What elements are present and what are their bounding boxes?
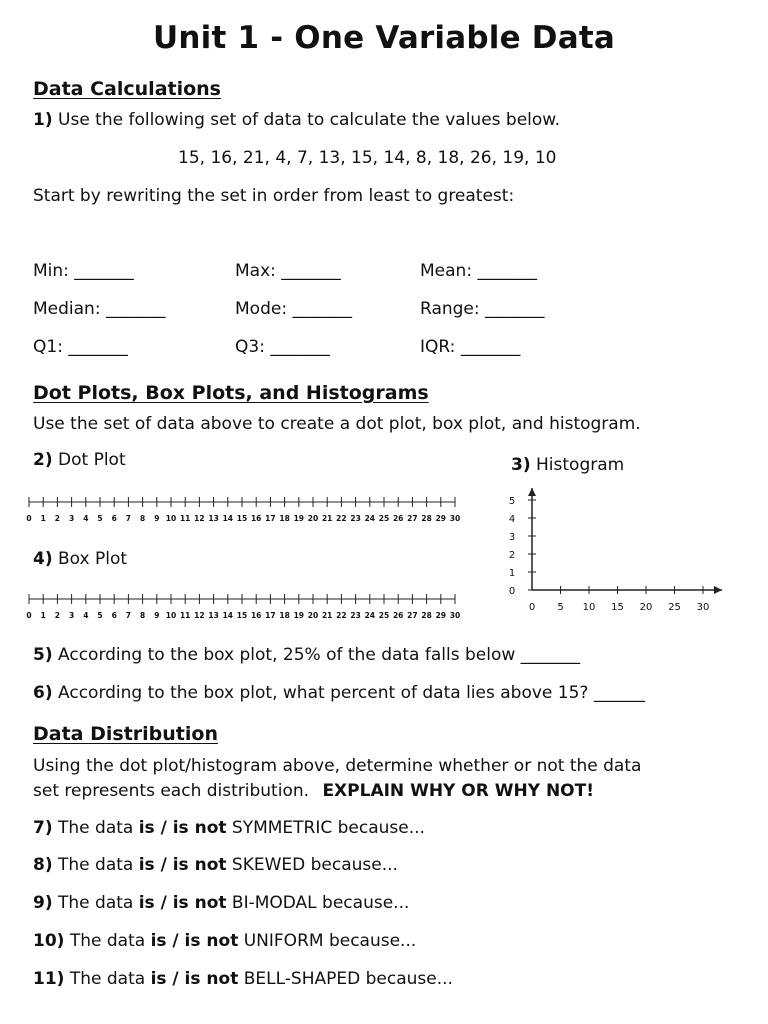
question-number: 8) xyxy=(33,855,53,875)
question-text: According to the box plot, 25% of the data falls below _______ xyxy=(52,645,581,665)
histogram-y-tick-label: 0 xyxy=(508,586,516,597)
question-text: Use the following set of data to calculate the values below. xyxy=(52,110,561,130)
number-line-tick-label: 7 xyxy=(125,611,132,620)
question-choice: is / is not xyxy=(138,818,227,838)
number-line-tick-label: 24 xyxy=(364,611,376,620)
number-line-tick-label: 30 xyxy=(449,514,461,523)
number-line-tick-label: 5 xyxy=(97,514,103,523)
question-number: 3) xyxy=(511,455,531,475)
question-9 xyxy=(33,893,409,913)
number-line-tick-label: 12 xyxy=(194,514,205,523)
number-line-tick-label: 22 xyxy=(336,611,347,620)
number-line-tick-label: 4 xyxy=(83,514,89,523)
number-line-tick-label: 20 xyxy=(307,611,319,620)
question-post: BI-MODAL because... xyxy=(226,893,410,913)
question-number: 4) xyxy=(33,549,53,569)
question-pre: The data xyxy=(52,893,139,913)
histogram-y-tick-label: 4 xyxy=(508,514,516,525)
min-field: Min: _______ xyxy=(33,261,134,281)
question-text: Histogram xyxy=(530,455,625,475)
number-line-tick-label: 0 xyxy=(26,611,32,620)
dot-plot-number-line xyxy=(0,490,480,530)
number-line-tick-label: 13 xyxy=(208,611,219,620)
histogram-x-tick-label: 25 xyxy=(668,602,681,613)
number-line-tick-label: 10 xyxy=(165,514,177,523)
question-text: Box Plot xyxy=(52,549,128,569)
question-number: 9) xyxy=(33,893,53,913)
iqr-field: IQR: _______ xyxy=(420,337,521,357)
number-line-tick-label: 18 xyxy=(279,514,290,523)
question-number: 10) xyxy=(33,931,65,951)
number-line-tick-label: 6 xyxy=(111,611,117,620)
number-line-tick-label: 25 xyxy=(378,611,390,620)
question-2 xyxy=(33,450,126,470)
number-line-tick-label: 9 xyxy=(154,514,160,523)
question-5 xyxy=(33,645,580,665)
histogram-x-tick-label: 10 xyxy=(582,602,596,613)
question-choice: is / is not xyxy=(138,893,227,913)
y-axis-arrow-icon xyxy=(528,488,536,496)
question-1 xyxy=(33,110,560,130)
number-line-tick-label: 26 xyxy=(392,611,404,620)
page-title: Unit 1 - One Variable Data xyxy=(152,20,615,56)
histogram-x-tick-label: 20 xyxy=(639,602,653,613)
histogram-y-tick-label: 2 xyxy=(508,550,516,561)
median-field: Median: _______ xyxy=(33,299,166,319)
question-number: 11) xyxy=(33,969,65,989)
histogram-y-tick-label: 1 xyxy=(508,568,516,579)
number-line-tick-label: 2 xyxy=(54,514,61,523)
distribution-instruction-line1: Using the dot plot/histogram above, determine whether or not the data xyxy=(33,756,642,776)
number-line-tick-label: 4 xyxy=(83,611,89,620)
number-line-tick-label: 24 xyxy=(364,514,376,523)
number-line-tick-label: 16 xyxy=(250,514,262,523)
number-line-tick-label: 0 xyxy=(26,514,32,523)
question-post: SYMMETRIC because... xyxy=(226,818,425,838)
question-number: 6) xyxy=(33,683,53,703)
question-post: UNIFORM because... xyxy=(238,931,417,951)
order-instruction: Start by rewriting the set in order from least to greatest: xyxy=(33,186,515,206)
q3-field: Q3: _______ xyxy=(235,337,330,357)
question-post: SKEWED because... xyxy=(226,855,398,875)
question-pre: The data xyxy=(64,969,151,989)
question-number: 1) xyxy=(33,110,53,130)
question-pre: The data xyxy=(52,818,139,838)
section-heading-calculations: Data Calculations xyxy=(33,78,221,100)
histogram-x-tick-label: 5 xyxy=(557,602,564,613)
number-line-tick-label: 7 xyxy=(125,514,132,523)
range-field: Range: _______ xyxy=(420,299,545,319)
number-line-tick-label: 25 xyxy=(378,514,390,523)
number-line-tick-label: 30 xyxy=(449,611,461,620)
number-line-tick-label: 9 xyxy=(154,611,160,620)
question-post: BELL-SHAPED because... xyxy=(238,969,453,989)
number-line-tick-label: 10 xyxy=(165,611,177,620)
number-line-tick-label: 19 xyxy=(293,611,305,620)
number-line-tick-label: 8 xyxy=(139,611,146,620)
question-choice: is / is not xyxy=(150,969,239,989)
number-line-tick-label: 23 xyxy=(350,611,361,620)
number-line-tick-label: 15 xyxy=(236,514,248,523)
number-line-tick-label: 6 xyxy=(111,514,117,523)
instruction-text: set represents each distribution. xyxy=(33,781,310,801)
number-line-tick-label: 27 xyxy=(407,514,418,523)
question-3 xyxy=(511,455,624,475)
max-field: Max: _______ xyxy=(235,261,341,281)
number-line-tick-label: 21 xyxy=(321,611,333,620)
number-line-tick-label: 1 xyxy=(40,514,46,523)
number-line-tick-label: 22 xyxy=(336,514,347,523)
number-line-tick-label: 14 xyxy=(222,514,234,523)
instruction-emphasis: EXPLAIN WHY OR WHY NOT! xyxy=(322,781,594,801)
section-heading-distribution: Data Distribution xyxy=(33,723,218,745)
number-line-tick-label: 28 xyxy=(421,514,432,523)
number-line-tick-label: 21 xyxy=(321,514,333,523)
number-line-tick-label: 14 xyxy=(222,611,234,620)
number-line-tick-label: 12 xyxy=(194,611,205,620)
question-number: 5) xyxy=(33,645,53,665)
histogram-x-tick-label: 15 xyxy=(611,602,624,613)
histogram-x-tick-label: 0 xyxy=(528,602,536,613)
mode-field: Mode: _______ xyxy=(235,299,352,319)
number-line-tick-label: 17 xyxy=(265,611,276,620)
histogram-x-tick-label: 30 xyxy=(696,602,710,613)
number-line-tick-label: 18 xyxy=(279,611,290,620)
number-line-tick-label: 11 xyxy=(179,611,191,620)
question-6 xyxy=(33,683,645,703)
question-7 xyxy=(33,818,425,838)
number-line-tick-label: 8 xyxy=(139,514,146,523)
plots-instruction: Use the set of data above to create a dot plot, box plot, and histogram. xyxy=(33,414,641,434)
number-line-tick-label: 29 xyxy=(435,611,447,620)
question-4 xyxy=(33,549,127,569)
histogram-y-tick-label: 5 xyxy=(508,496,516,507)
number-line-tick-label: 16 xyxy=(250,611,262,620)
question-8 xyxy=(33,855,398,875)
number-line-tick-label: 3 xyxy=(68,514,75,523)
question-text: According to the box plot, what percent of data lies above 15? ______ xyxy=(52,683,645,703)
number-line-tick-label: 5 xyxy=(97,611,103,620)
question-text: Dot Plot xyxy=(52,450,126,470)
distribution-instruction-line2 xyxy=(33,781,594,801)
number-line-tick-label: 15 xyxy=(236,611,248,620)
number-line-tick-label: 29 xyxy=(435,514,447,523)
x-axis-arrow-icon xyxy=(714,586,722,594)
number-line-tick-label: 23 xyxy=(350,514,361,523)
number-line-tick-label: 1 xyxy=(40,611,46,620)
question-number: 7) xyxy=(33,818,53,838)
question-choice: is / is not xyxy=(138,855,227,875)
question-number: 2) xyxy=(33,450,53,470)
number-line-tick-label: 19 xyxy=(293,514,305,523)
number-line-tick-label: 3 xyxy=(68,611,75,620)
number-line-tick-label: 17 xyxy=(265,514,276,523)
number-line-tick-label: 27 xyxy=(407,611,418,620)
histogram-y-tick-label: 3 xyxy=(508,532,516,543)
q1-field: Q1: _______ xyxy=(33,337,128,357)
number-line-tick-label: 13 xyxy=(208,514,219,523)
mean-field: Mean: _______ xyxy=(420,261,537,281)
question-choice: is / is not xyxy=(150,931,239,951)
question-11 xyxy=(33,969,453,989)
number-line-tick-label: 26 xyxy=(392,514,404,523)
histogram-axes xyxy=(490,480,740,620)
question-pre: The data xyxy=(64,931,151,951)
section-heading-plots: Dot Plots, Box Plots, and Histograms xyxy=(33,382,429,404)
number-line-tick-label: 2 xyxy=(54,611,61,620)
box-plot-number-line xyxy=(0,587,480,627)
number-line-tick-label: 11 xyxy=(179,514,191,523)
question-pre: The data xyxy=(52,855,139,875)
question-10 xyxy=(33,931,416,951)
data-set: 15, 16, 21, 4, 7, 13, 15, 14, 8, 18, 26, 19, 10 xyxy=(178,148,557,168)
number-line-tick-label: 28 xyxy=(421,611,432,620)
number-line-tick-label: 20 xyxy=(307,514,319,523)
